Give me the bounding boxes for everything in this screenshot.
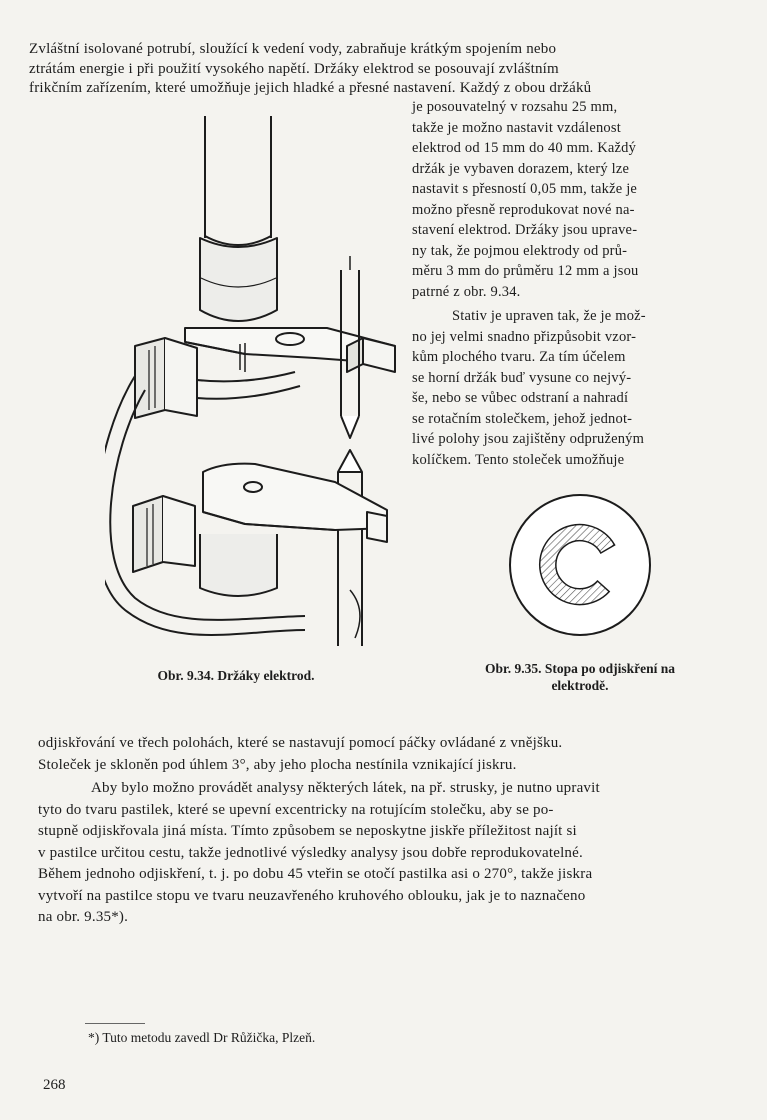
text-line: na obr. 9.35*). [38, 909, 129, 925]
text-line: vytvoří na pastilce stopu ve tvaru neuzavřeného kruhového oblouku, jak je to naznačeno [38, 887, 586, 904]
text-line: takže je možno nastavit vzdálenost [412, 119, 621, 136]
text-line: Aby bylo možno provádět analysy některých látek, na př. strusky, je nutno upravit [91, 780, 600, 796]
text-line: no jej velmi snadno přizpůsobit vzor- [412, 328, 637, 345]
upper-clamp-left [135, 338, 165, 418]
footnote: *) Tuto metodu zavedl Dr Růžička, Plzeň. [88, 1030, 316, 1045]
footnote-divider [85, 1023, 145, 1024]
text-line: kům plochého tvaru. Za tím účelem [412, 349, 626, 365]
text-line: je posouvatelný v rozsahu 25 mm, [412, 99, 618, 115]
top-paragraph [29, 40, 709, 99]
right-column-text [412, 97, 698, 470]
text-line: kolíčkem. Tento stoleček umožňuje [412, 451, 625, 468]
text-line: držák je vybaven dorazem, který lze [412, 160, 630, 177]
text-line: še, nebo se vůbec odstraní a nahradí [412, 390, 629, 406]
caption-line: elektrodě. [551, 678, 609, 693]
text-line: elektrod od 15 mm do 40 mm. Každý [412, 140, 637, 156]
bottom-text [38, 733, 703, 929]
figure-caption-9-35 [455, 660, 705, 694]
text-line: Zvláštní isolované potrubí, sloužící k vedení vody, zabraňuje krátkým spojením nebo [29, 41, 557, 57]
text-line: stavení elektrod. Držáky jsou uprave- [412, 222, 638, 238]
text-line: odjiskřování ve třech polohách, které se nastavují pomocí páčky ovládané z vnějšku. [38, 735, 563, 751]
text-line: se rotačním stolečkem, jehož jednot- [412, 410, 633, 427]
text-line: měru 3 mm do průměru 12 mm a jsou [412, 263, 639, 279]
text-line: se horní držák buď vysune co nejvý- [412, 369, 632, 386]
figure-caption-9-34: Obr. 9.34. Držáky elektrod. [157, 668, 315, 683]
text-line: tyto do tvaru pastilek, které se upevní excentricky na rotujícím stolečku, aby se po- [38, 801, 554, 818]
lower-clamp-right [367, 512, 387, 542]
figure-9-35-spark-trace [505, 490, 655, 640]
text-line: Stativ je upraven tak, že je mož- [452, 308, 646, 324]
upper-clamp-right [363, 338, 395, 372]
lower-cylinder [200, 534, 277, 596]
caption-line: Obr. 9.35. Stopa po odjiskření na [484, 661, 676, 676]
text-line: ztrátám energie i při použití vysokého napětí. Držáky elektrod se posouvají zvláštním [29, 60, 559, 77]
upper-cylinder [200, 238, 277, 321]
text-line: Stoleček je skloněn pod úhlem 3°, aby jeho plocha nestínila vznikající jiskru. [38, 756, 517, 773]
lower-clamp-left [133, 496, 163, 572]
text-line: v pastilce určitou cestu, takže jednotlivé výsledky analysy jsou dobře reprodukovatelné. [38, 844, 583, 861]
text-line: patrné z obr. 9.34. [412, 283, 521, 300]
text-line: Během jednoho odjiskření, t. j. po dobu 45 vteřin se otočí pastilka asi o 270°, takže jiskra [38, 866, 593, 882]
lower-electrode [338, 450, 362, 472]
text-line: ny tak, že pojmou elektrody od prů- [412, 242, 628, 259]
text-line: stupně odjiskřovala jiná místa. Tímto způsobem se neposkytne jiskře příležitost najít si [38, 823, 577, 839]
text-line: livé polohy jsou zajištěny odpruženým [412, 431, 645, 447]
page-number: 268 [43, 1077, 66, 1093]
text-line: frikčním zařízením, které umožňuje jejich hladké a přesné nastavení. Každý z obou držáků [29, 80, 592, 96]
text-line: možno přesně reprodukovat nové na- [412, 201, 635, 218]
text-line: nastavit s přesností 0,05 mm, takže je [412, 181, 638, 197]
figure-9-34-electrode-holders [105, 110, 405, 658]
